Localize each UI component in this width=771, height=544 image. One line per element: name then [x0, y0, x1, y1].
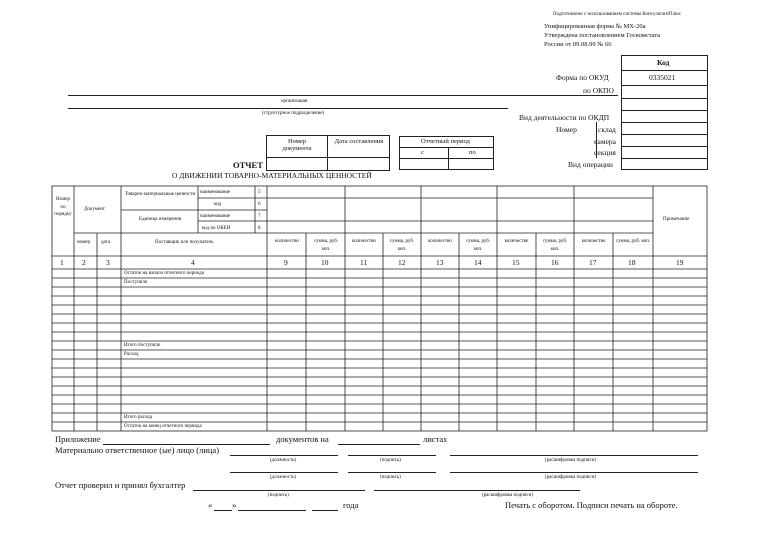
- sum-header-3: сумма, руб. коп.: [465, 239, 491, 252]
- col-num-16: 16: [551, 258, 559, 267]
- kol-header-5: количество: [581, 239, 606, 244]
- kamera-label: камера: [594, 137, 617, 146]
- sum-header-1: сумма, руб. коп.: [313, 239, 339, 252]
- col-num-11: 11: [360, 258, 368, 267]
- sheets-count-line: [338, 444, 420, 445]
- kol-header-4: количество: [504, 239, 529, 244]
- unit-okei-label: код по ОКЕИ: [202, 226, 231, 231]
- col-npp-header: Номер по порядку: [54, 197, 72, 217]
- appendix-label: Приложение: [55, 434, 101, 444]
- resp-decode-caption-2: (расшифровка подписи): [545, 475, 597, 480]
- col-num-1: 1: [60, 258, 64, 267]
- col-note-header: Примечание: [663, 217, 690, 222]
- col-num-14: 14: [474, 258, 482, 267]
- date-close-quote: »: [232, 500, 237, 510]
- okud-label: Форма по ОКУД: [556, 73, 609, 82]
- row-code-5: 5: [258, 190, 261, 195]
- kol-header-3: количество: [428, 239, 452, 244]
- period-label: Отчетный период: [421, 138, 470, 145]
- period-from: с: [421, 149, 424, 156]
- col-num-18: 18: [628, 258, 636, 267]
- row-expense: Расход: [124, 352, 139, 357]
- sekciya-label: секция: [594, 148, 616, 157]
- resp-position-caption-2: (должность): [270, 475, 297, 480]
- responsible-label: Материально ответственное (ые) лицо (лица): [55, 445, 220, 455]
- doc-num-label: Номер документа: [282, 138, 312, 152]
- okpo-label: по ОКПО: [583, 86, 614, 95]
- col-num-9: 9: [284, 258, 288, 267]
- col-num-2: 2: [82, 258, 86, 267]
- resp-decode-caption-1: (расшифровка подписи): [545, 458, 597, 463]
- docs-on-label: документов на: [276, 434, 329, 444]
- report-title: ОТЧЕТ: [233, 160, 263, 170]
- form-name: Унифицированная форма № МХ-20а: [544, 23, 646, 30]
- sklad-label: склад: [598, 125, 616, 134]
- col-num-13: 13: [436, 258, 444, 267]
- col-num-10: 10: [321, 258, 329, 267]
- operation-label: Вид операции: [568, 160, 613, 169]
- sum-header-5: сумма, руб. коп.: [615, 239, 651, 244]
- row-code-6: 6: [258, 202, 261, 207]
- row-end-balance: Остаток на конец отчетного периода: [124, 424, 202, 429]
- doc-date-label: Дата составления: [334, 138, 384, 145]
- col-num-12: 12: [398, 258, 406, 267]
- okud-value: 0335021: [649, 73, 676, 82]
- resp-position-caption-1: (должность): [270, 458, 297, 463]
- tmc-naim-label: наименование: [200, 190, 231, 195]
- report-subtitle: О ДВИЖЕНИИ ТОВАРНО-МАТЕРИАЛЬНЫХ ЦЕННОСТЕЙ: [172, 171, 372, 180]
- tmc-header: Товарно-материальные ценности: [124, 192, 196, 197]
- date-open-quote: «: [208, 500, 213, 510]
- approved-date: России от 09.08.99 № 66: [544, 41, 612, 48]
- codes-header: Код: [657, 58, 670, 67]
- col-doc-data: дата: [101, 240, 111, 245]
- unit-caption: (структурное подразделение): [262, 111, 325, 116]
- col-doc-nomer: номер: [77, 240, 90, 245]
- org-caption: организация: [281, 99, 308, 104]
- col-num-15: 15: [512, 258, 520, 267]
- row-received-total: Итого поступило: [124, 343, 161, 348]
- okdp-label: Вид деятельности по ОКДП: [519, 113, 610, 122]
- tmc-kod-label: код: [214, 202, 222, 207]
- row-code-8: 8: [258, 226, 261, 231]
- resp-signature-caption-1: (подпись): [380, 458, 401, 463]
- col-num-17: 17: [589, 258, 597, 267]
- row-expense-total: Итого расход: [124, 415, 152, 420]
- checked-label: Отчет проверил и принял бухгалтер: [55, 480, 186, 490]
- resp-signature-caption-2: (подпись): [380, 475, 401, 480]
- col-num-3: 3: [106, 258, 110, 267]
- sum-header-2: сумма, руб. коп.: [389, 239, 415, 252]
- nomer-label: Номер: [556, 125, 577, 134]
- row-received: Поступило: [124, 280, 148, 285]
- print-note: Печать с оборотом. Подписи печать на обороте.: [505, 500, 678, 510]
- sheets-label: листах: [423, 434, 448, 444]
- period-to: по: [469, 149, 476, 156]
- year-label: года: [343, 500, 359, 510]
- unit-naim-label: наименование: [200, 214, 231, 219]
- kol-header-1: количество: [275, 239, 299, 244]
- kol-header-2: количество: [352, 239, 376, 244]
- acc-decode-caption: (расшифровка подписи): [482, 493, 534, 498]
- col-num-4: 4: [191, 258, 195, 267]
- approved-text: Утверждена постановлением Госкомстата: [544, 32, 661, 39]
- sum-header-4: сумма, руб. коп.: [542, 239, 568, 252]
- row-start-balance: Остаток на начало отчетного периода: [124, 271, 204, 276]
- prepared-note: Подготовлено с использованием системы КонсультантПлюс: [553, 12, 682, 17]
- unit-header: Единица измерения: [138, 217, 182, 222]
- col-num-19: 19: [676, 258, 684, 267]
- acc-signature-caption: (подпись): [268, 493, 289, 498]
- row-code-7: 7: [258, 214, 261, 219]
- col-supplier-header: Поставщик или получатель: [155, 240, 214, 245]
- col-document-header: Документ: [84, 207, 105, 212]
